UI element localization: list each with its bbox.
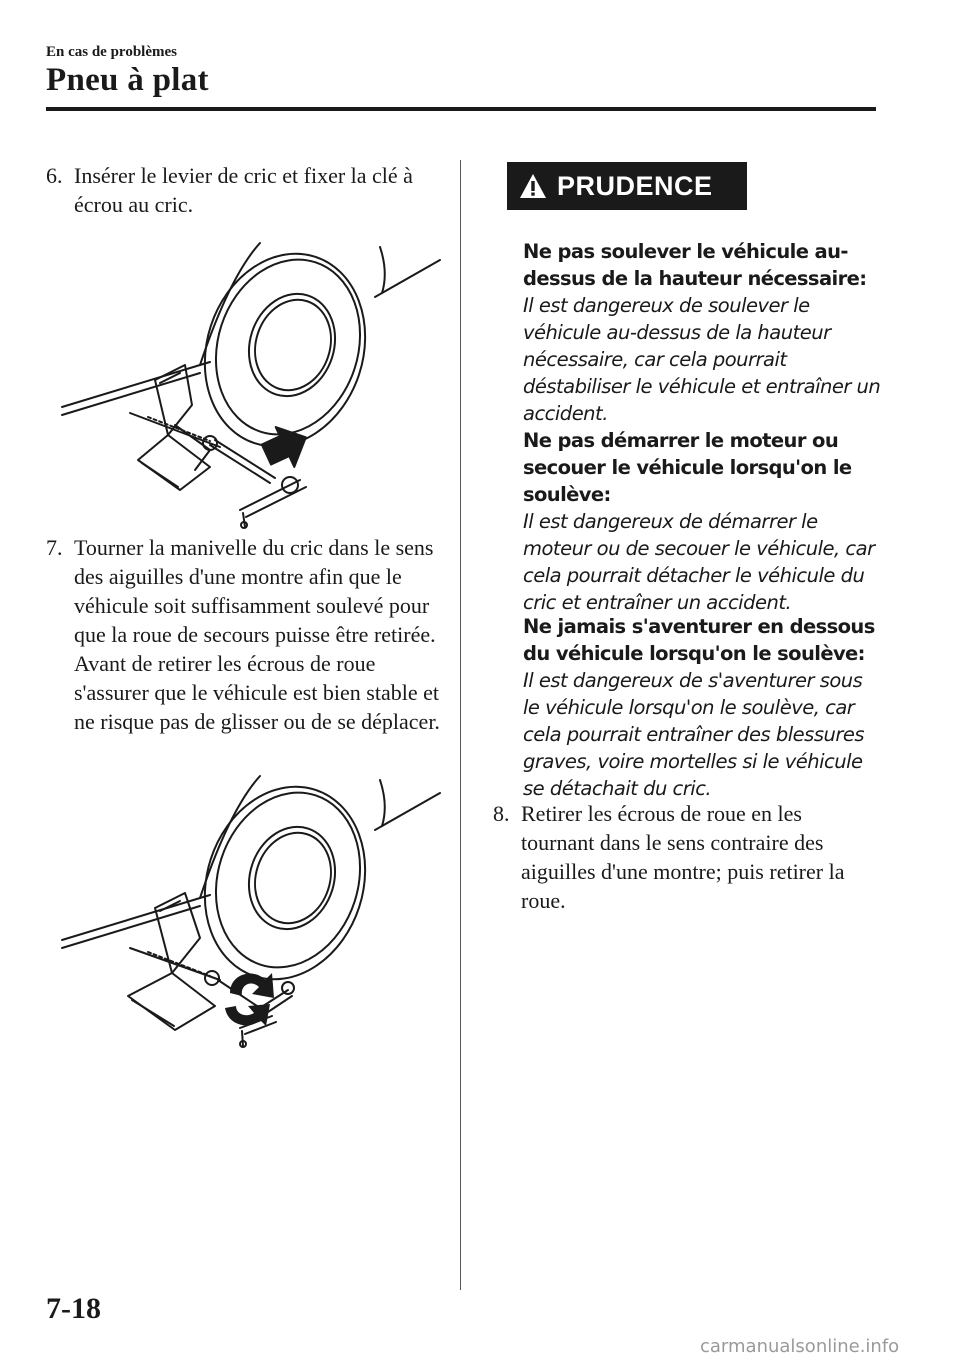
step-8 [493,799,873,915]
step-text: Insérer le levier de cric et fixer la clé à écrou au cric. [74,163,413,217]
step-6 [46,161,446,219]
step-7 [46,533,446,736]
caution-item [523,427,883,616]
caution-heading: Ne pas soulever le véhicule au-dessus de la hauteur nécessaire: [523,240,867,290]
step-number: 8. [493,801,510,826]
caution-item [523,238,883,427]
arrow-right-icon [258,417,316,475]
rotate-clockwise-icon [225,973,274,1026]
caution-body: Il est dangereux de s'aventurer sous le véhicule lorsqu'on le soulève, car cela pourrait entraîner des blessures graves, voire mortelles si le véhicule se détachait du cric. [523,669,865,800]
step-text: Tourner la manivelle du cric dans le sens des aiguilles d'une montre afin que le véhicule soit suffisamment soulevé pour que la roue de secours puisse être retirée. Avant de retirer les écrous de roue s'assurer que le véhicule est bien stable et ne risque pas de glisser ou de se déplacer. [74,535,440,734]
jack-turn-illustration [60,768,450,1063]
step-number: 6. [46,163,63,188]
step-text: Retirer les écrous de roue en les tournant dans le sens contraire des aiguilles d'une montre; puis retirer la roue. [521,801,845,913]
title-rule [46,107,876,111]
caution-banner [507,162,747,210]
page-title: Pneu à plat [46,62,209,98]
watermark: carmanualsonline.info [700,1336,900,1357]
caution-item [523,613,883,802]
jack-insert-illustration [60,235,450,530]
page-number: 7-18 [46,1292,101,1325]
caution-heading: Ne jamais s'aventurer en dessous du véhicule lorsqu'on le soulève: [523,615,875,665]
step-number: 7. [46,535,63,560]
column-divider [460,160,461,1290]
caution-body: Il est dangereux de soulever le véhicule au-dessus de la hauteur nécessaire, car cela pourrait déstabiliser le véhicule et entraîner un accident. [523,294,881,425]
section-label: En cas de problèmes [46,44,177,60]
caution-label: PRUDENCE [557,170,713,201]
caution-heading: Ne pas démarrer le moteur ou secouer le véhicule lorsqu'on le soulève: [523,429,852,506]
caution-body: Il est dangereux de démarrer le moteur ou de secouer le véhicule, car cela pourrait détacher le véhicule du cric et entraîner un accident. [523,510,875,614]
warning-triangle-icon [519,173,547,199]
